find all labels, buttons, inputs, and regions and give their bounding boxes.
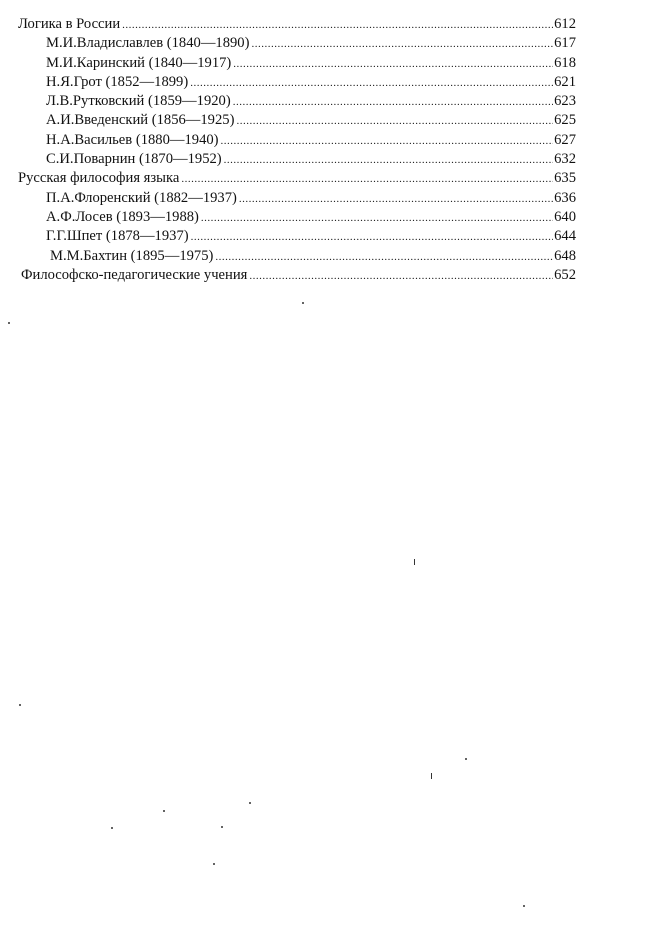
toc-entry-title: Философско-педагогические учения bbox=[21, 266, 248, 283]
dot-leader bbox=[122, 16, 553, 35]
toc-entry-title: Г.Г.Шпет (1878—1937) bbox=[46, 228, 189, 245]
toc-entry-grot bbox=[0, 73, 656, 92]
toc-entry-title: Русская философия языка bbox=[18, 170, 180, 187]
toc-entry-page: 612 bbox=[554, 16, 576, 32]
toc-entry-rutkovsky bbox=[0, 92, 656, 111]
toc-entry-shpet bbox=[0, 227, 656, 246]
toc-entry-page: 627 bbox=[554, 131, 576, 148]
toc-entry-losev bbox=[0, 208, 656, 227]
dot-leader bbox=[239, 190, 553, 209]
toc-entry-page: 618 bbox=[554, 54, 576, 71]
toc-entry-title: П.А.Флоренский (1882—1937) bbox=[46, 189, 237, 206]
scan-speck bbox=[221, 826, 223, 828]
scan-speck bbox=[213, 863, 215, 865]
scan-speck bbox=[163, 810, 165, 812]
toc-entry-title: Н.А.Васильев (1880—1940) bbox=[46, 131, 219, 148]
toc-entry-bakhtin bbox=[0, 247, 656, 266]
dot-leader bbox=[201, 209, 553, 228]
toc-entry-title: М.И.Каринский (1840—1917) bbox=[46, 54, 232, 71]
toc-entry-title: А.И.Введенский (1856—1925) bbox=[46, 112, 235, 129]
toc-entry-title: С.И.Поварнин (1870—1952) bbox=[46, 151, 222, 168]
dot-leader bbox=[236, 112, 553, 131]
toc-entry-page: 635 bbox=[554, 170, 576, 187]
table-of-contents bbox=[0, 15, 656, 285]
dot-leader bbox=[215, 248, 553, 267]
toc-entry-page: 636 bbox=[554, 189, 576, 206]
scan-speck bbox=[431, 773, 432, 779]
toc-entry-vasiliev bbox=[0, 131, 656, 150]
toc-entry-philosophical-pedagogical-teachings bbox=[0, 266, 656, 285]
scan-speck bbox=[8, 322, 10, 324]
toc-entry-page: 625 bbox=[554, 112, 576, 129]
toc-entry-karinsky bbox=[0, 54, 656, 73]
toc-entry-title: А.Ф.Лосев (1893—1988) bbox=[46, 208, 199, 225]
toc-entry-title: М.М.Бахтин (1895—1975) bbox=[50, 247, 214, 264]
dot-leader bbox=[224, 151, 553, 170]
scan-speck bbox=[249, 802, 251, 804]
toc-entry-logic-in-russia bbox=[0, 15, 656, 34]
scan-speck bbox=[302, 302, 304, 304]
toc-entry-florensky bbox=[0, 189, 656, 208]
scan-speck bbox=[414, 559, 415, 565]
scan-speck bbox=[523, 905, 525, 907]
dot-leader bbox=[233, 93, 553, 112]
scan-speck bbox=[465, 758, 467, 760]
toc-entry-povarnin bbox=[0, 150, 656, 169]
dot-leader bbox=[181, 170, 553, 189]
toc-entry-title: Л.В.Рутковский (1859—1920) bbox=[46, 93, 231, 110]
dot-leader bbox=[249, 267, 553, 286]
toc-entry-title: Логика в России bbox=[18, 16, 121, 32]
dot-leader bbox=[191, 228, 554, 247]
toc-entry-page: 617 bbox=[554, 35, 576, 52]
toc-entry-page: 640 bbox=[554, 208, 576, 225]
toc-entry-page: 632 bbox=[554, 151, 576, 168]
toc-entry-title: М.И.Владиславлев (1840—1890) bbox=[46, 35, 250, 52]
toc-entry-title: Н.Я.Грот (1852—1899) bbox=[46, 73, 189, 90]
scan-speck bbox=[19, 704, 21, 706]
toc-entry-page: 648 bbox=[554, 247, 576, 264]
toc-entry-vvedensky bbox=[0, 111, 656, 130]
toc-entry-vladislavlev bbox=[0, 34, 656, 53]
toc-entry-russian-philosophy-of-language bbox=[0, 169, 656, 188]
dot-leader bbox=[190, 74, 553, 93]
dot-leader bbox=[233, 55, 553, 74]
toc-entry-page: 644 bbox=[554, 228, 576, 245]
scan-speck bbox=[111, 827, 113, 829]
toc-entry-page: 621 bbox=[554, 73, 576, 90]
dot-leader bbox=[251, 35, 553, 54]
dot-leader bbox=[221, 132, 554, 151]
toc-entry-page: 652 bbox=[554, 266, 576, 283]
toc-entry-page: 623 bbox=[554, 93, 576, 110]
